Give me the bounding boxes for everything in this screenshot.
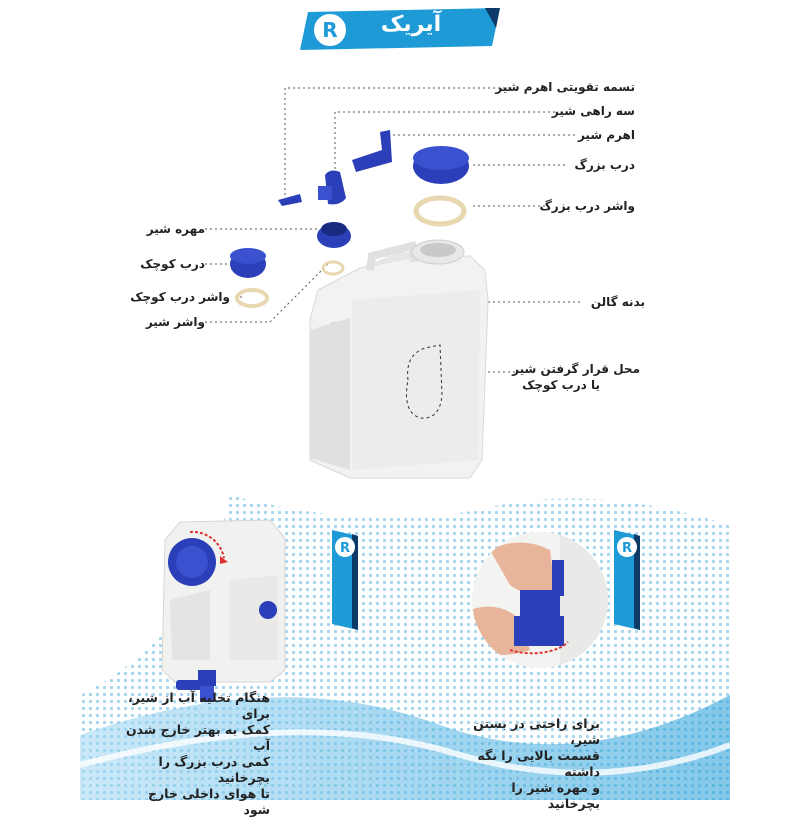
hands-on-tap-image	[470, 530, 610, 670]
parts-diagram	[0, 60, 800, 500]
label-tap-place-1: محل قرار گرفتن شیر	[512, 362, 640, 376]
r-logo-icon	[616, 536, 638, 558]
label-body: بدنه گالن	[590, 295, 645, 309]
label-big-cap: درب بزرگ	[574, 158, 635, 172]
label-tap-washer: واشر شیر	[145, 315, 205, 329]
tip-left-caption: هنگام تخلیه آب از شیر، برای کمک به بهتر خارج شدن آب کمی درب بزرگ را بچرخانید تا هوای داخلی خارج شود	[125, 690, 270, 817]
label-lever: اهرم شیر	[577, 128, 635, 142]
label-three-way: سه راهی شیر	[551, 104, 635, 118]
label-small-cap-washer: واشر درب کوچک	[130, 290, 230, 304]
label-lever-strap: تسمه تقویتی اهرم شیر	[495, 80, 635, 94]
svg-text:R: R	[621, 541, 633, 556]
label-tap-place-2: یا درب کوچک	[522, 378, 600, 392]
brand-name: آیریک	[380, 12, 442, 37]
svg-text:R: R	[322, 18, 338, 42]
svg-text:R: R	[339, 541, 351, 556]
label-small-cap: درب کوچک	[140, 257, 205, 271]
label-tap-nut: مهره شیر	[146, 222, 205, 236]
r-logo-icon	[334, 536, 356, 558]
label-big-cap-washer: واشر درب بزرگ	[539, 199, 635, 213]
jerrycan-with-tap-image	[150, 510, 300, 710]
tip-right-caption: برای راحتی در بستن شیر، قسمت بالایی را نگه داشته و مهره شیر را بچرخانید	[473, 716, 600, 811]
